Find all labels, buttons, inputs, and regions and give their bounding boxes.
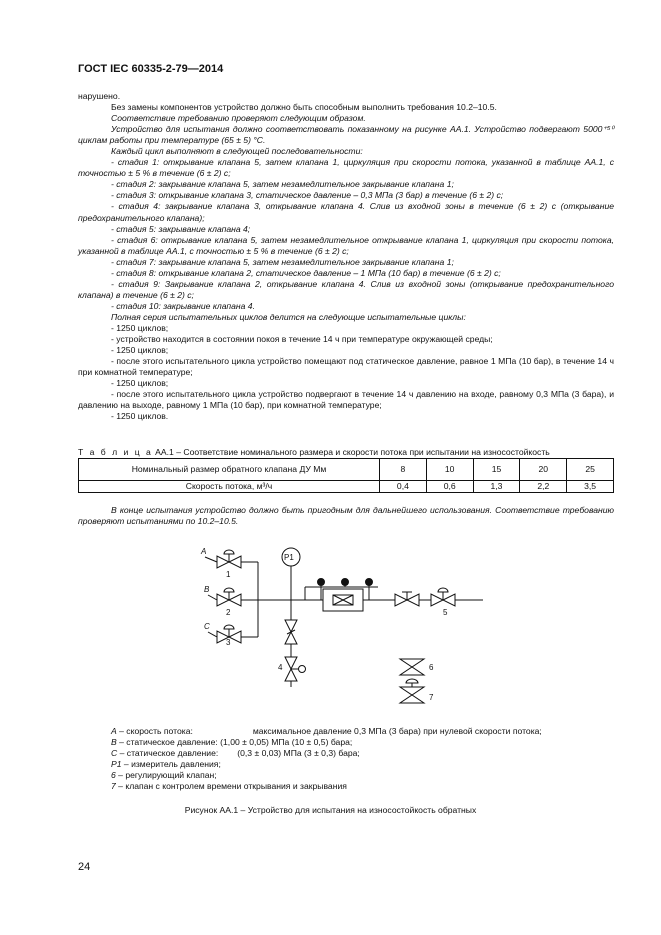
valve-2 bbox=[217, 588, 241, 606]
list-item: - после этого испытательного цикла устройство помещают под статическое давление, равное 1 МПа (10 бар), в течение 14 ч при комнатной температуре; bbox=[78, 356, 614, 378]
legend-item: C – статическое давление: (0,3 ± 0,03) МПа (3 ± 0,3) бара; bbox=[111, 748, 360, 759]
inlet-b-label: B bbox=[204, 585, 210, 594]
legend-item: A – скорость потока: максимальное давление 0,3 МПа (3 бара) при нулевой скорости потока; bbox=[111, 726, 542, 736]
document-header: ГОСТ IEC 60335-2-79—2014 bbox=[78, 63, 224, 75]
list-item: - после этого испытательного цикла устройство подвергают в течение 14 ч давлению на входе, равному 0,3 МПа (3 бара), и давлению на выходе, равному 1 МПа (10 бар), при комнатной температуре; bbox=[78, 389, 614, 411]
paragraph: В конце испытания устройство должно быть пригодным для дальнейшего использования. Соответствие требованию проверяют испытаниями по 10.2–10.5. bbox=[78, 505, 614, 527]
valve-6-label: 6 bbox=[429, 663, 434, 672]
table-cell: 8 bbox=[380, 459, 427, 481]
table-row bbox=[79, 481, 614, 493]
table-cell: 25 bbox=[567, 459, 614, 481]
inlet-c-label: C bbox=[204, 622, 210, 631]
paragraph: Каждый цикл выполняют в следующей последовательности: bbox=[111, 146, 363, 157]
table-caption-prefix: Т а б л и ц а bbox=[78, 447, 153, 457]
valve-5 bbox=[431, 588, 455, 606]
valve-2-label: 2 bbox=[226, 608, 231, 617]
stage-1: - стадия 1: открывание клапана 5, затем клапана 1, циркуляция при скорости потока, указанной в таблице АА.1, с точностью ± 5 % в течение (6 ± 2) с; bbox=[78, 157, 614, 179]
figure-legend bbox=[111, 726, 542, 792]
table-cell: 3,5 bbox=[567, 481, 614, 493]
table-cell: 0,6 bbox=[426, 481, 473, 493]
stage-7: - стадия 7: закрывание клапана 5, затем незамедлительное закрывание клапана 1; bbox=[111, 256, 454, 267]
test-rig-diagram bbox=[195, 537, 495, 707]
safety-valve-icon bbox=[285, 620, 297, 644]
table-row bbox=[79, 459, 614, 481]
table-cell: 1,3 bbox=[473, 481, 520, 493]
table-cell: 2,2 bbox=[520, 481, 567, 493]
stage-4: - стадия 4: закрывание клапана 3, открывание клапана 4. Слив из входной зоны в течение (6 ± 2) с (открывание предохранительного клапана); bbox=[78, 201, 614, 223]
valve-3-label: 3 bbox=[226, 638, 231, 647]
body-text bbox=[78, 91, 614, 422]
table-cell: 20 bbox=[520, 459, 567, 481]
conclusion-text bbox=[78, 505, 614, 527]
check-valve-icon bbox=[323, 589, 363, 611]
table-cell: 0,4 bbox=[380, 481, 427, 493]
table-cell-label: Номинальный размер обратного клапана ДУ Мм bbox=[79, 459, 380, 481]
inlet-a-pipe bbox=[205, 557, 217, 562]
paragraph: Соответствие требованию проверяют следующим образом. bbox=[111, 113, 366, 124]
stage-9: - стадия 9: Закрывание клапана 2, открывание клапана 4. Слив из входной зоны (открывание предохранительного клапана) в течение (6 ± 2) с; bbox=[78, 278, 614, 300]
valve-5-label: 5 bbox=[443, 608, 448, 617]
stage-3: - стадия 3: открывание клапана 3, статическое давление – 0,3 МПа (3 бар) в течение (6 ± 2) с; bbox=[111, 190, 504, 201]
stage-5: - стадия 5: закрывание клапана 4; bbox=[111, 223, 251, 234]
valve-4-label: 4 bbox=[278, 663, 283, 672]
paragraph: Устройство для испытания должно соответствовать показанному на рисунке АА.1. Устройство подвергают 5000⁺⁵⁰ циклам работы при температуре (65 ± 5) °С. bbox=[78, 124, 614, 146]
valve-7-label: 7 bbox=[429, 693, 434, 702]
table-caption-text: АА.1 – Соответствие номинального размера и скорости потока при испытании на износостойкость bbox=[152, 447, 550, 457]
page-number: 24 bbox=[78, 861, 91, 873]
valve-1 bbox=[217, 550, 241, 568]
paragraph: Полная серия испытательных циклов делится на следующие испытательные циклы: bbox=[111, 311, 466, 322]
list-item: - 1250 циклов. bbox=[111, 411, 169, 422]
legend-item: 6 – регулирующий клапан; bbox=[111, 770, 217, 781]
list-item: - 1250 циклов; bbox=[111, 378, 169, 389]
table-cell-label: Скорость потока, м³/ч bbox=[79, 481, 380, 493]
table-cell: 10 bbox=[426, 459, 473, 481]
legend-item: P1 – измеритель давления; bbox=[111, 759, 221, 770]
regulating-valve-after-check bbox=[395, 592, 419, 606]
regulating-valve-icon bbox=[400, 659, 424, 675]
table-caption bbox=[78, 447, 618, 457]
paragraph: нарушено. bbox=[78, 91, 121, 101]
timed-valve-icon bbox=[400, 679, 424, 703]
legend-item: B – статическое давление: (1,00 ± 0,05) МПа (10 ± 0,5) бара; bbox=[111, 737, 353, 748]
valve-4 bbox=[285, 657, 306, 681]
stage-8: - стадия 8: открывание клапана 2, статическое давление – 1 МПа (10 бар) в течение (6 ± 2) с; bbox=[111, 267, 501, 278]
paragraph: Без замены компонентов устройство должно быть способным выполнить требования 10.2–10.5. bbox=[111, 102, 497, 113]
legend-item: 7 – клапан с контролем времени открывания и закрывания bbox=[111, 781, 347, 792]
list-item: - 1250 циклов; bbox=[111, 345, 169, 356]
stage-6: - стадия 6: открывание клапана 5, затем незамедлительное открывание клапана 1, циркуляция при скорости потока, указанной в таблице АА.1, с точностью ± 5 % в течение (6 ± 2) с; bbox=[78, 234, 614, 256]
inlet-a-label: A bbox=[201, 547, 207, 556]
list-item: - 1250 циклов; bbox=[111, 322, 169, 333]
list-item: - устройство находится в состоянии покоя в течение 14 ч при температуре окружающей среды; bbox=[111, 334, 493, 345]
figure-caption: Рисунок АА.1 – Устройство для испытания на износостойкость обратных bbox=[184, 805, 477, 815]
stage-2: - стадия 2: закрывание клапана 5, затем незамедлительное закрывание клапана 1; bbox=[111, 179, 454, 190]
valve-1-label: 1 bbox=[226, 570, 231, 579]
gauge-label: P1 bbox=[284, 553, 294, 562]
table-cell: 15 bbox=[473, 459, 520, 481]
flow-rate-table bbox=[78, 458, 614, 493]
stage-10: - стадия 10: закрывание клапана 4. bbox=[111, 300, 255, 311]
